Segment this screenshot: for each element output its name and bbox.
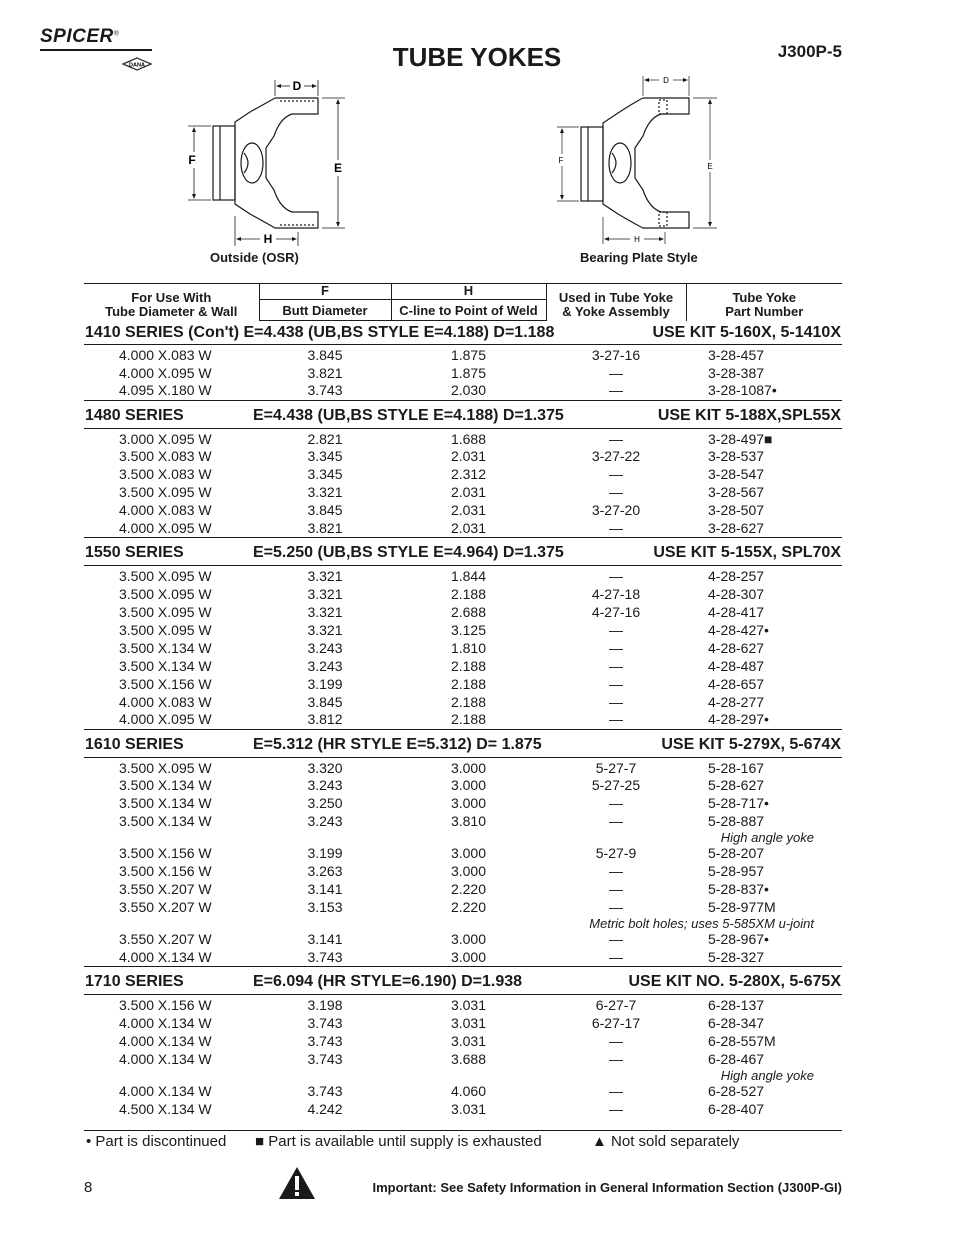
part-number-cell: 4-28-307 bbox=[708, 585, 765, 602]
table-row bbox=[84, 345, 842, 365]
part-number-cell: 3-28-497■ bbox=[708, 430, 773, 447]
table-row bbox=[84, 585, 842, 603]
legend-supply: ■ Part is available until supply is exhausted bbox=[255, 1133, 542, 1150]
tube-size-cell: 3.500 X.134 W bbox=[119, 639, 212, 656]
col-tube-header bbox=[84, 284, 259, 321]
tube-size-cell: 4.095 X.180 W bbox=[119, 382, 212, 399]
part-number-cell: 5-28-167 bbox=[708, 759, 765, 776]
part-number-cell: 3-28-567 bbox=[708, 484, 765, 500]
row-note bbox=[84, 917, 842, 931]
butt-diameter-cell: 3.821 bbox=[307, 519, 343, 536]
tube-size-cell: 3.550 X.207 W bbox=[119, 931, 212, 947]
cline-weld-cell: 2.031 bbox=[450, 448, 487, 464]
series-kit: USE KIT 5-279X, 5-674X bbox=[661, 735, 841, 753]
table-row bbox=[84, 382, 842, 400]
table-row bbox=[84, 795, 842, 813]
tube-yoke-osr-drawing bbox=[180, 76, 355, 251]
tube-size-cell: 3.500 X.156 W bbox=[119, 863, 212, 879]
tube-size-cell: 3.500 X.134 W bbox=[119, 795, 212, 811]
dim-e-label: E bbox=[333, 161, 343, 175]
butt-diameter-cell: 3.320 bbox=[307, 759, 343, 776]
assembly-cell: — bbox=[609, 1032, 623, 1049]
table-row bbox=[84, 757, 842, 777]
series-header-cell bbox=[84, 971, 842, 995]
cline-weld-cell: 3.000 bbox=[450, 759, 487, 776]
butt-diameter-cell: 3.345 bbox=[307, 466, 343, 482]
series-name: 1480 SERIES bbox=[85, 406, 184, 424]
cline-weld-cell: 2.188 bbox=[450, 711, 487, 728]
table-row bbox=[84, 520, 842, 538]
cline-weld-cell: 2.188 bbox=[450, 693, 487, 710]
cline-weld-cell: 1.810 bbox=[450, 639, 487, 656]
part-number-cell: 3-28-457 bbox=[708, 347, 765, 363]
series-name: 1550 SERIES bbox=[85, 544, 184, 562]
cline-weld-cell: 2.188 bbox=[450, 585, 487, 602]
part-number-cell: 4-28-627 bbox=[708, 639, 765, 656]
part-number-cell: 6-28-407 bbox=[708, 1100, 765, 1117]
assembly-cell: 4-27-16 bbox=[591, 603, 641, 620]
butt-diameter-cell: 3.199 bbox=[307, 675, 343, 692]
table-row bbox=[84, 881, 842, 899]
dim-e-label: E bbox=[707, 162, 713, 171]
dim-d-label: D bbox=[663, 76, 669, 85]
butt-diameter-cell: 3.845 bbox=[307, 502, 343, 518]
assembly-cell: — bbox=[609, 639, 623, 656]
assembly-cell: — bbox=[609, 881, 623, 897]
part-number-cell: 5-28-887 bbox=[708, 813, 765, 829]
figure-osr bbox=[180, 76, 355, 256]
assembly-cell: 3-27-20 bbox=[591, 502, 641, 518]
col-assembly-line2: & Yoke Assembly bbox=[562, 303, 670, 319]
series-header-content bbox=[85, 736, 841, 754]
cline-weld-cell: 2.220 bbox=[450, 881, 487, 897]
tube-size-cell: 3.500 X.134 W bbox=[119, 657, 212, 674]
tube-size-cell: 4.000 X.095 W bbox=[119, 711, 212, 728]
part-number-cell: 6-28-137 bbox=[708, 997, 765, 1013]
table-row bbox=[84, 484, 842, 502]
assembly-cell: — bbox=[609, 568, 623, 584]
part-number-cell: 3-28-1087• bbox=[708, 382, 777, 399]
brand-name: SPICER bbox=[40, 26, 114, 47]
butt-diameter-cell: 3.243 bbox=[307, 657, 343, 674]
table-header bbox=[84, 284, 842, 321]
tube-size-cell: 3.500 X.134 W bbox=[119, 777, 212, 793]
tube-size-cell: 4.000 X.134 W bbox=[119, 948, 212, 965]
butt-diameter-cell: 3.743 bbox=[307, 1050, 343, 1067]
tube-size-cell: 4.000 X.083 W bbox=[119, 347, 212, 363]
assembly-cell: 6-27-17 bbox=[591, 1014, 641, 1031]
series-header bbox=[84, 321, 842, 345]
col-part-line2: Part Number bbox=[725, 303, 804, 319]
table-row bbox=[84, 693, 842, 711]
assembly-cell: — bbox=[609, 621, 623, 638]
cline-weld-cell: 2.188 bbox=[450, 675, 487, 692]
footer-rule bbox=[84, 1130, 842, 1131]
table-body bbox=[84, 321, 842, 1119]
page-title: TUBE YOKES bbox=[392, 42, 562, 72]
part-number-cell: 6-28-557M bbox=[708, 1032, 776, 1049]
col-h-header: C-line to Point of Weld bbox=[391, 300, 546, 321]
series-header-content bbox=[85, 324, 841, 342]
part-number-cell: 6-28-347 bbox=[708, 1014, 765, 1031]
butt-diameter-cell: 3.250 bbox=[307, 795, 343, 811]
tube-size-cell: 3.550 X.207 W bbox=[119, 899, 212, 915]
tube-size-cell: 4.000 X.083 W bbox=[119, 502, 212, 518]
assembly-cell: — bbox=[609, 813, 623, 829]
table-row bbox=[84, 711, 842, 729]
assembly-cell: 3-27-22 bbox=[591, 448, 641, 464]
butt-diameter-cell: 3.821 bbox=[307, 364, 343, 381]
butt-diameter-cell: 3.141 bbox=[307, 881, 343, 897]
butt-diameter-cell: 3.198 bbox=[307, 997, 343, 1013]
part-number-cell: 4-28-657 bbox=[708, 675, 765, 692]
cline-weld-cell: 2.031 bbox=[450, 484, 487, 500]
cline-weld-cell: 3.125 bbox=[450, 621, 487, 638]
series-spec: E=4.438 (UB,BS STYLE E=4.188) D=1.375 bbox=[253, 406, 564, 424]
series-spec: E=6.094 (HR STYLE=6.190) D=1.938 bbox=[253, 973, 523, 991]
butt-diameter-cell: 3.845 bbox=[307, 693, 343, 710]
figure-bearing-plate bbox=[553, 72, 728, 255]
col-part-line1: Tube Yoke bbox=[732, 289, 797, 305]
row-note bbox=[84, 831, 842, 845]
butt-diameter-cell: 3.243 bbox=[307, 813, 343, 829]
col-tube-line2: Tube Diameter & Wall bbox=[105, 303, 238, 319]
butt-diameter-cell: 4.242 bbox=[307, 1100, 343, 1117]
assembly-cell: — bbox=[609, 675, 623, 692]
assembly-cell: 5-27-25 bbox=[591, 777, 641, 793]
part-number-cell: 3-28-627 bbox=[708, 519, 765, 536]
cline-weld-cell: 3.000 bbox=[450, 845, 487, 861]
tube-size-cell: 3.500 X.083 W bbox=[119, 448, 212, 464]
table-row bbox=[84, 1014, 842, 1032]
cline-weld-cell: 2.188 bbox=[450, 657, 487, 674]
legend-not-sold: ▲ Not sold separately bbox=[592, 1133, 740, 1150]
butt-diameter-cell: 3.743 bbox=[307, 1082, 343, 1099]
col-h-letter: H bbox=[391, 284, 546, 300]
butt-diameter-cell: 3.321 bbox=[307, 484, 343, 500]
assembly-cell: — bbox=[609, 931, 623, 947]
part-number-cell: 3-28-537 bbox=[708, 448, 765, 464]
cline-weld-cell: 2.220 bbox=[450, 899, 487, 915]
part-number-cell: 6-28-527 bbox=[708, 1082, 765, 1099]
butt-diameter-cell: 3.743 bbox=[307, 1032, 343, 1049]
part-number-cell: 4-28-297• bbox=[708, 711, 769, 728]
series-name: 1410 SERIES (Con't) E=4.438 (UB,BS STYLE E=4.188) D=1.188 bbox=[85, 323, 555, 341]
cline-weld-cell: 3.810 bbox=[450, 813, 487, 829]
series-kit: USE KIT 5-155X, SPL70X bbox=[653, 544, 841, 562]
cline-weld-cell: 1.875 bbox=[450, 347, 487, 363]
part-number-cell: 5-28-717• bbox=[708, 795, 769, 811]
tube-size-cell: 3.000 X.095 W bbox=[119, 430, 212, 447]
tube-size-cell: 3.500 X.095 W bbox=[119, 759, 212, 776]
tube-size-cell: 4.000 X.095 W bbox=[119, 519, 212, 536]
tube-size-cell: 3.500 X.095 W bbox=[119, 621, 212, 638]
tube-size-cell: 4.000 X.134 W bbox=[119, 1050, 212, 1067]
tube-size-cell: 4.500 X.134 W bbox=[119, 1100, 212, 1117]
butt-diameter-cell: 3.199 bbox=[307, 845, 343, 861]
assembly-cell: 5-27-7 bbox=[595, 759, 637, 776]
table-row bbox=[84, 448, 842, 466]
tube-yoke-bearing-plate-drawing bbox=[553, 72, 728, 250]
series-spec: E=5.250 (UB,BS STYLE E=4.964) D=1.375 bbox=[253, 544, 564, 562]
table-row bbox=[84, 1050, 842, 1068]
row-note bbox=[84, 1068, 842, 1082]
table-row bbox=[84, 675, 842, 693]
series-header bbox=[84, 733, 842, 757]
series-header bbox=[84, 971, 842, 995]
doc-code: J300P-5 bbox=[777, 42, 842, 61]
butt-diameter-cell: 3.321 bbox=[307, 568, 343, 584]
dim-h-label: H bbox=[634, 235, 640, 244]
table-row bbox=[84, 364, 842, 382]
butt-diameter-cell: 3.321 bbox=[307, 585, 343, 602]
cline-weld-cell: 2.030 bbox=[450, 382, 487, 399]
tube-size-cell: 3.500 X.095 W bbox=[119, 585, 212, 602]
series-header-content bbox=[85, 544, 841, 562]
table-row bbox=[84, 566, 842, 586]
assembly-cell: — bbox=[609, 948, 623, 965]
series-header-cell bbox=[84, 321, 842, 345]
butt-diameter-cell: 3.812 bbox=[307, 711, 343, 728]
cline-weld-cell: 3.000 bbox=[450, 777, 487, 793]
cline-weld-cell: 3.688 bbox=[450, 1050, 487, 1067]
cline-weld-cell: 1.875 bbox=[450, 364, 487, 381]
series-name: 1610 SERIES bbox=[85, 735, 184, 753]
tube-size-cell: 3.500 X.156 W bbox=[119, 675, 212, 692]
figure-osr-caption: Outside (OSR) bbox=[210, 250, 299, 265]
part-number-cell: 5-28-977M bbox=[708, 899, 776, 915]
cline-weld-cell: 3.031 bbox=[450, 1032, 487, 1049]
cline-weld-cell: 3.000 bbox=[450, 931, 487, 947]
series-header-content bbox=[85, 407, 841, 425]
series-kit: USE KIT NO. 5-280X, 5-675X bbox=[628, 973, 841, 991]
table-row bbox=[84, 1100, 842, 1118]
part-number-cell: 5-28-957 bbox=[708, 863, 765, 879]
cline-weld-cell: 3.031 bbox=[450, 997, 487, 1013]
butt-diameter-cell: 3.321 bbox=[307, 621, 343, 638]
assembly-cell: 3-27-16 bbox=[591, 347, 641, 363]
assembly-cell: — bbox=[609, 899, 623, 915]
table-row bbox=[84, 995, 842, 1015]
tube-size-cell: 3.500 X.156 W bbox=[119, 997, 212, 1013]
tube-size-cell: 4.000 X.134 W bbox=[119, 1014, 212, 1031]
assembly-cell: — bbox=[609, 1082, 623, 1099]
assembly-cell: — bbox=[609, 382, 623, 399]
cline-weld-cell: 3.000 bbox=[450, 863, 487, 879]
tube-size-cell: 3.500 X.134 W bbox=[119, 813, 212, 829]
table-row bbox=[84, 813, 842, 831]
table-row bbox=[84, 1032, 842, 1050]
series-kit: USE KIT 5-188X,SPL55X bbox=[657, 406, 841, 424]
tube-size-cell: 4.000 X.083 W bbox=[119, 693, 212, 710]
table-row bbox=[84, 777, 842, 795]
col-part-header bbox=[686, 284, 842, 321]
assembly-cell: — bbox=[609, 430, 623, 447]
col-f-header: Butt Diameter bbox=[259, 300, 391, 321]
table-row bbox=[84, 949, 842, 967]
part-number-cell: 6-28-467 bbox=[708, 1050, 765, 1067]
col-f-letter: F bbox=[259, 284, 391, 300]
butt-diameter-cell: 2.821 bbox=[307, 430, 343, 447]
tube-size-cell: 4.000 X.095 W bbox=[119, 364, 212, 381]
butt-diameter-cell: 3.153 bbox=[307, 899, 343, 915]
series-header bbox=[84, 542, 842, 566]
assembly-cell: — bbox=[609, 863, 623, 879]
assembly-cell: — bbox=[609, 1100, 623, 1117]
table-row bbox=[84, 657, 842, 675]
cline-weld-cell: 4.060 bbox=[450, 1082, 487, 1099]
butt-diameter-cell: 3.263 bbox=[307, 863, 343, 879]
table-row bbox=[84, 899, 842, 917]
part-number-cell: 3-28-547 bbox=[708, 466, 765, 482]
tube-size-cell: 3.550 X.207 W bbox=[119, 881, 212, 897]
assembly-cell: 5-27-9 bbox=[595, 845, 637, 861]
series-header-cell bbox=[84, 404, 842, 428]
row-note-text: High angle yoke bbox=[720, 830, 814, 845]
assembly-cell: — bbox=[609, 711, 623, 728]
row-note-text: Metric bolt holes; uses 5-585XM u-joint bbox=[589, 916, 814, 931]
cline-weld-cell: 2.312 bbox=[450, 466, 487, 482]
butt-diameter-cell: 3.743 bbox=[307, 382, 343, 399]
part-number-cell: 5-28-207 bbox=[708, 845, 765, 861]
series-kit: USE KIT 5-160X, 5-1410X bbox=[652, 323, 841, 341]
cline-weld-cell: 1.688 bbox=[450, 430, 487, 447]
table-row bbox=[84, 428, 842, 448]
table-row bbox=[84, 931, 842, 949]
cline-weld-cell: 3.031 bbox=[450, 1014, 487, 1031]
warning-triangle-icon bbox=[278, 1166, 316, 1200]
part-number-cell: 4-28-487 bbox=[708, 657, 765, 674]
part-number-cell: 5-28-837• bbox=[708, 881, 769, 897]
series-spec: E=5.312 (HR STYLE E=5.312) D= 1.875 bbox=[253, 735, 542, 753]
butt-diameter-cell: 3.321 bbox=[307, 603, 343, 620]
table-row bbox=[84, 502, 842, 520]
assembly-cell: — bbox=[609, 519, 623, 536]
part-number-cell: 3-28-387 bbox=[708, 364, 765, 381]
tube-size-cell: 4.000 X.134 W bbox=[119, 1032, 212, 1049]
col-assembly-header bbox=[546, 284, 686, 321]
table-row bbox=[84, 845, 842, 863]
tube-size-cell: 4.000 X.134 W bbox=[119, 1082, 212, 1099]
assembly-cell: — bbox=[609, 364, 623, 381]
butt-diameter-cell: 3.243 bbox=[307, 639, 343, 656]
dim-d-label: D bbox=[292, 79, 302, 93]
butt-diameter-cell: 3.345 bbox=[307, 448, 343, 464]
part-number-cell: 3-28-507 bbox=[708, 502, 765, 518]
tube-size-cell: 3.500 X.083 W bbox=[119, 466, 212, 482]
assembly-cell: 4-27-18 bbox=[591, 585, 641, 602]
safety-notice: Important: See Safety Information in General Information Section (J300P-GI) bbox=[372, 1180, 842, 1195]
table-row bbox=[84, 603, 842, 621]
butt-diameter-cell: 3.743 bbox=[307, 1014, 343, 1031]
series-header-cell bbox=[84, 733, 842, 757]
dim-f-label: F bbox=[188, 153, 196, 167]
page-number: 8 bbox=[84, 1179, 93, 1196]
assembly-cell: — bbox=[609, 484, 623, 500]
cline-weld-cell: 2.688 bbox=[450, 603, 487, 620]
table-row bbox=[84, 621, 842, 639]
butt-diameter-cell: 3.243 bbox=[307, 777, 343, 793]
registered-mark: ® bbox=[113, 30, 119, 38]
part-number-cell: 5-28-967• bbox=[708, 931, 769, 947]
table-row bbox=[84, 863, 842, 881]
dim-f-label: F bbox=[558, 156, 564, 165]
dim-h-label: H bbox=[263, 232, 273, 246]
series-header-content bbox=[85, 973, 841, 991]
part-number-cell: 4-28-277 bbox=[708, 693, 765, 710]
assembly-cell: — bbox=[609, 1050, 623, 1067]
cline-weld-cell: 2.031 bbox=[450, 502, 487, 518]
part-number-cell: 5-28-327 bbox=[708, 948, 765, 965]
series-header-cell bbox=[84, 542, 842, 566]
butt-diameter-cell: 3.845 bbox=[307, 347, 343, 363]
table-row bbox=[84, 466, 842, 484]
assembly-cell: — bbox=[609, 466, 623, 482]
col-assembly-line1: Used in Tube Yoke bbox=[558, 289, 674, 305]
assembly-cell: — bbox=[609, 693, 623, 710]
cline-weld-cell: 1.844 bbox=[450, 568, 487, 584]
legend-discontinued: • Part is discontinued bbox=[86, 1133, 227, 1150]
cline-weld-cell: 3.000 bbox=[450, 795, 487, 811]
butt-diameter-cell: 3.141 bbox=[307, 931, 343, 947]
figure-bearing-caption: Bearing Plate Style bbox=[580, 250, 698, 265]
tube-size-cell: 3.500 X.095 W bbox=[119, 603, 212, 620]
tube-size-cell: 3.500 X.095 W bbox=[119, 568, 212, 584]
assembly-cell: — bbox=[609, 795, 623, 811]
series-header bbox=[84, 404, 842, 428]
assembly-cell: — bbox=[609, 657, 623, 674]
tube-size-cell: 3.500 X.156 W bbox=[119, 845, 212, 861]
part-number-cell: 4-28-427• bbox=[708, 621, 769, 638]
butt-diameter-cell: 3.743 bbox=[307, 948, 343, 965]
assembly-cell: 6-27-7 bbox=[595, 997, 637, 1013]
series-name: 1710 SERIES bbox=[85, 973, 184, 991]
tube-size-cell: 3.500 X.095 W bbox=[119, 484, 212, 500]
table-row bbox=[84, 639, 842, 657]
part-number-cell: 4-28-257 bbox=[708, 568, 765, 584]
tube-yoke-table bbox=[84, 283, 842, 1118]
table-row bbox=[84, 1082, 842, 1100]
cline-weld-cell: 2.031 bbox=[450, 519, 487, 536]
cline-weld-cell: 3.000 bbox=[450, 948, 487, 965]
part-number-cell: 4-28-417 bbox=[708, 603, 765, 620]
part-number-cell: 5-28-627 bbox=[708, 777, 765, 793]
row-note-text: High angle yoke bbox=[720, 1067, 814, 1083]
cline-weld-cell: 3.031 bbox=[450, 1100, 487, 1117]
badge-text: DANA bbox=[129, 62, 145, 69]
col-tube-line1: For Use With bbox=[131, 289, 212, 305]
